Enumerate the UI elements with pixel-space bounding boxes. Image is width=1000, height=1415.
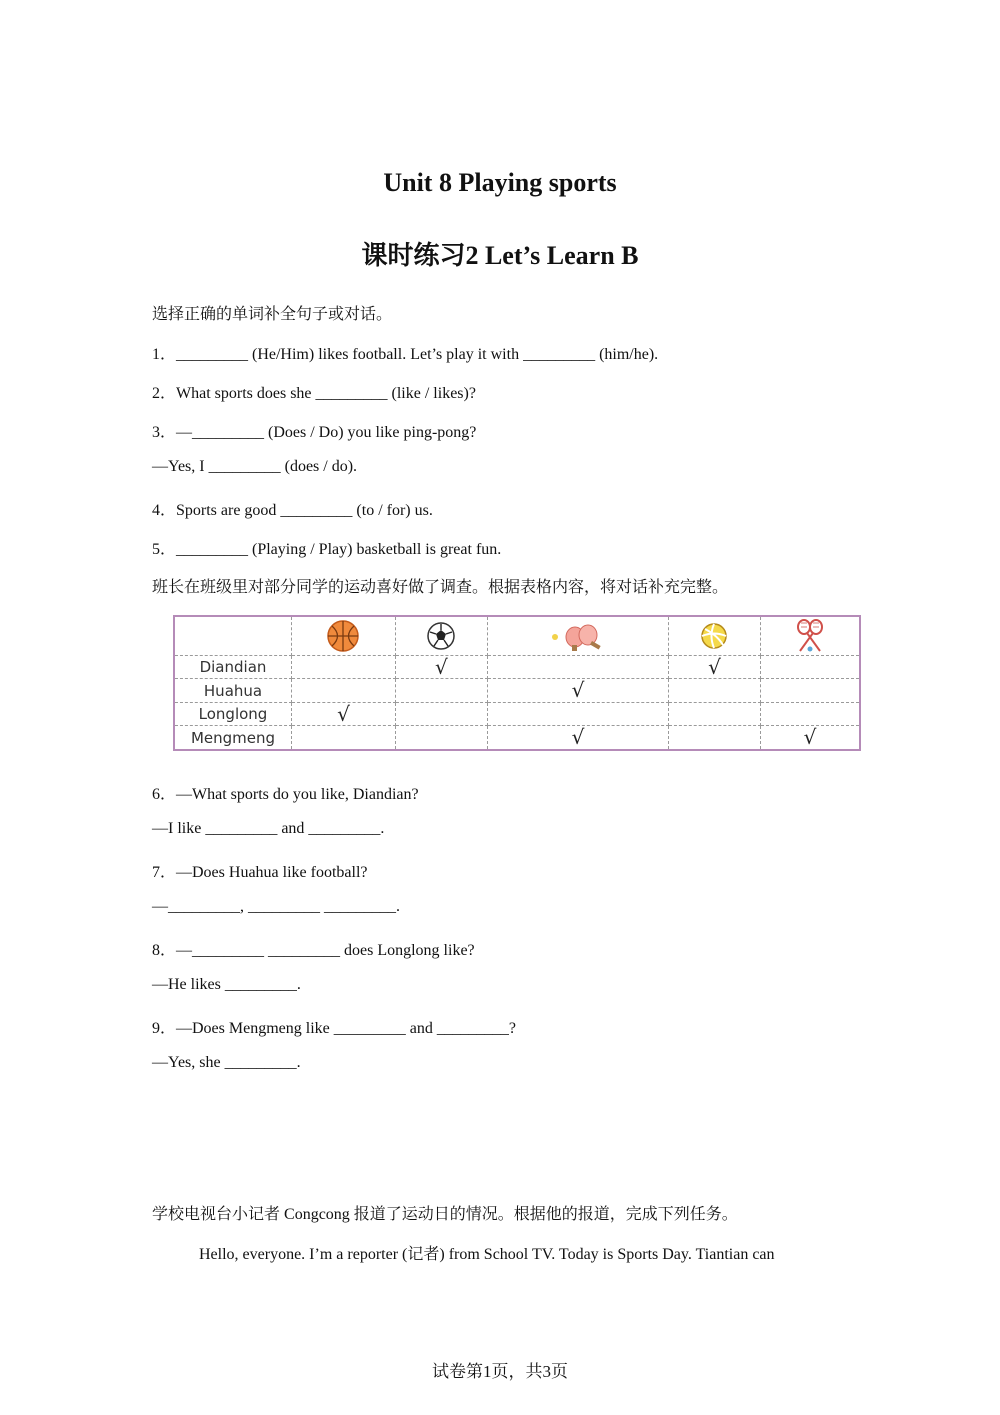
student-name: Diandian [174,656,292,679]
table-corner-cell [174,616,292,656]
sports-survey-table [173,615,861,751]
section2-instruction: 班长在班级里对部分同学的运动喜好做了调查。根据表格内容，将对话补充完整。 [152,577,729,596]
basketball-icon [326,619,360,653]
check-cell [487,726,668,750]
reporter-name: Congcong [284,1206,350,1223]
check-cell [292,656,396,679]
check-cell [761,702,861,725]
table-row [174,656,860,679]
check-cell [395,726,487,750]
check-cell [395,679,487,702]
passage-text-1: Hello, everyone. I’m a reporter ( [199,1246,408,1263]
question-3: 3．—_________ (Does / Do) you like ping-pong? [152,424,477,441]
badminton-column-header [761,616,861,656]
check-cell [292,679,396,702]
question-9: 9．—Does Mengmeng like _________ and _________? [152,1020,516,1037]
check-cell [668,656,760,679]
page-title: Unit 8 Playing sports [383,168,617,197]
student-name: Mengmeng [174,726,292,750]
volleyball-column-header [668,616,760,656]
football-column-header [395,616,487,656]
basketball-column-header [292,616,396,656]
check-cell [487,656,668,679]
check-mark: √ [708,654,721,679]
check-cell [395,702,487,725]
check-mark: √ [803,725,817,750]
check-cell [668,702,760,725]
check-mark: √ [337,701,350,726]
check-cell [292,702,396,725]
table-header-row [174,616,860,656]
page-subtitle: 课时练习2 Let’s Learn B [361,241,639,270]
question-3-answer: —Yes, I _________ (does / do). [152,458,358,475]
page-footer: 试卷第1页，共3页 [432,1362,568,1381]
table-row [174,679,860,702]
section1-instruction: 选择正确的单词补全句子或对话。 [152,304,393,323]
check-cell [487,702,668,725]
check-cell [761,679,861,702]
passage-first-line [199,1241,775,1264]
check-cell [761,656,861,679]
table-row [174,726,860,750]
question-7: 7．—Does Huahua like football? [152,864,368,881]
ping-pong-column-header [487,616,668,656]
check-cell [668,726,760,750]
check-mark: √ [435,654,448,679]
check-cell [487,679,668,702]
question-9-answer: —Yes, she _________. [152,1054,301,1071]
student-name: Huahua [174,679,292,702]
table-row [174,702,860,725]
football-icon [426,621,456,651]
question-6: 6．—What sports do you like, Diandian? [152,786,419,803]
badminton-icon [794,618,826,654]
check-cell [292,726,396,750]
question-6-answer: —I like _________ and _________. [152,820,385,837]
question-1: 1．_________ (He/Him) likes football. Let’s play it with _________ (him/he). [152,346,659,363]
question-8-answer: —He likes _________. [152,976,301,993]
question-2: 2．What sports does she _________ (like / likes)? [152,385,476,402]
student-name: Longlong [174,702,292,725]
question-5: 5．_________ (Playing / Play) basketball is great fun. [152,541,502,558]
section3-instruction-part2: 报道了运动日的情况。根据他的报道，完成下列任务。 [353,1204,738,1223]
passage-text-cn: 记者 [407,1244,440,1263]
question-8: 8．—_________ _________ does Longlong like? [152,942,475,959]
check-cell [761,726,861,750]
volleyball-icon [699,621,729,651]
section3-instruction-part1: 学校电视台小记者 [152,1204,281,1223]
ping-pong-icon [548,621,608,651]
check-cell [668,679,760,702]
question-4: 4．Sports are good _________ (to / for) us. [152,502,433,519]
section3-instruction [152,1201,738,1224]
check-mark: √ [571,725,585,750]
question-7-answer: —_________, _________ _________. [152,898,400,915]
passage-text-2: ) from School TV. Today is Sports Day. Tiantian can [439,1246,775,1263]
check-cell [395,656,487,679]
check-mark: √ [571,678,585,703]
